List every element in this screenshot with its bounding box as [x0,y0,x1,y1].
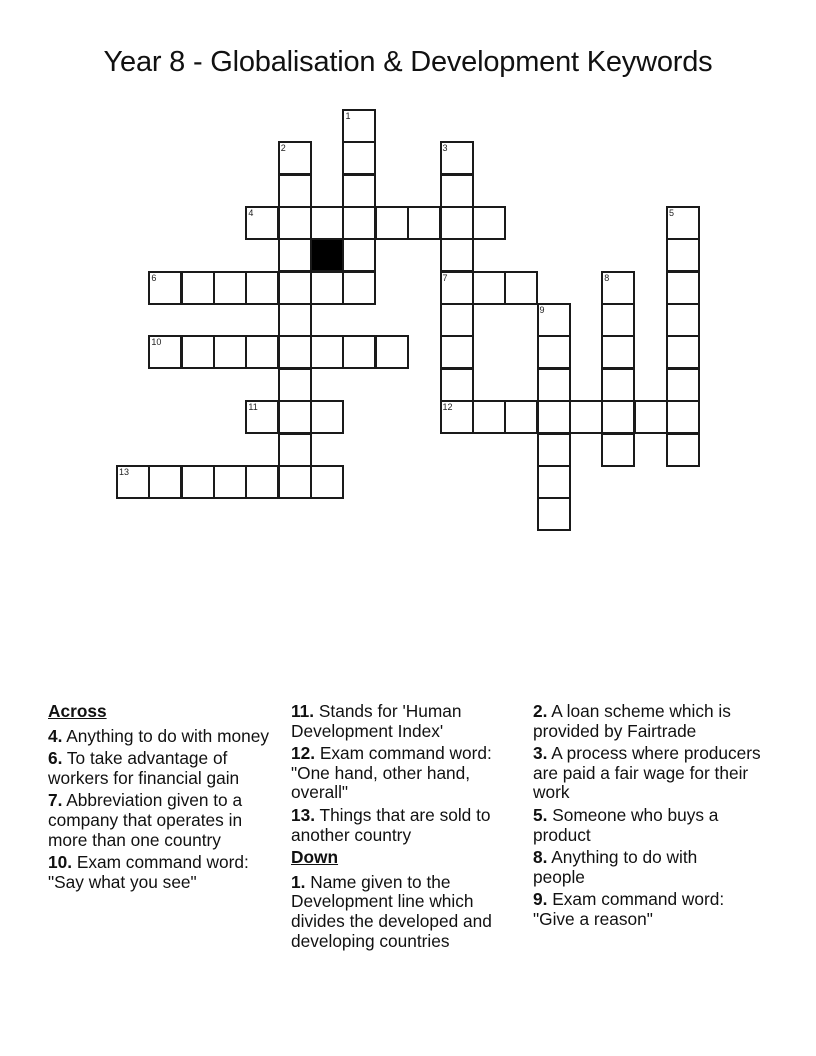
grid-cell[interactable] [375,335,409,369]
grid-cell[interactable] [537,497,571,531]
grid-cell-11[interactable] [245,400,279,434]
grid-cell[interactable] [440,206,474,240]
grid-cell[interactable] [537,433,571,467]
clue-number: 11 [248,402,258,413]
clue-number: 10 [151,337,162,348]
grid-cell[interactable] [148,465,182,499]
grid-cell[interactable] [407,206,441,240]
grid-cell-5[interactable] [666,206,700,240]
grid-cell[interactable] [472,206,506,240]
grid-cell-1[interactable] [342,109,376,143]
clue-down-5: 5. Someone who buys a product [533,804,719,845]
clue-across-11: 11. Stands for 'Human Development Index' [291,701,462,741]
grid-cell-2[interactable] [278,141,312,175]
grid-cell[interactable] [472,271,506,305]
clue-number: 8 [604,272,610,283]
grid-cell[interactable] [504,271,538,305]
grid-cell[interactable] [440,335,474,369]
grid-cell[interactable] [342,206,376,240]
grid-cell[interactable] [537,465,571,499]
clue-down-8: 8. Anything to do with people [533,847,698,887]
grid-cell-12[interactable] [440,400,474,434]
blocked-cell [310,238,344,272]
grid-cell[interactable] [213,271,247,305]
grid-cell-3[interactable] [440,141,474,175]
clue-across-6: 6. To take advantage of workers for financial gain [48,748,240,788]
grid-cell[interactable] [440,368,474,402]
grid-cell-6[interactable] [148,271,182,305]
grid-cell[interactable] [601,400,635,434]
clue-down-2: 2. A loan scheme which is provided by Fairtrade [533,701,731,741]
grid-cell-7[interactable] [440,271,474,305]
grid-cell[interactable] [245,335,279,369]
grid-cell[interactable] [213,335,247,369]
grid-cell[interactable] [601,368,635,402]
grid-cell[interactable] [310,465,344,499]
clue-number: 3 [442,143,448,154]
page-title: Year 8 - Globalisation & Development Keywords [103,46,713,78]
grid-cell[interactable] [601,303,635,337]
grid-cell[interactable] [666,238,700,272]
grid-cell[interactable] [213,465,247,499]
clue-number: 13 [119,466,130,477]
grid-cell[interactable] [472,400,506,434]
grid-cell[interactable] [278,174,312,208]
grid-cell-13[interactable] [116,465,150,499]
grid-cell-9[interactable] [537,303,571,337]
grid-cell[interactable] [310,335,344,369]
clue-across-13: 13. Things that are sold to another country [291,804,491,845]
clues-column-3 [533,702,769,933]
clue-number: 6 [151,272,157,283]
grid-cell[interactable] [666,335,700,369]
grid-cell[interactable] [278,238,312,272]
clue-number: 5 [668,208,674,219]
grid-cell[interactable] [310,271,344,305]
grid-cell[interactable] [278,271,312,305]
grid-cell-8[interactable] [601,271,635,305]
grid-cell[interactable] [245,271,279,305]
clue-across-10: 10. Exam command word: "Say what you see" [48,852,249,892]
grid-cell[interactable] [666,433,700,467]
grid-cell[interactable] [181,271,215,305]
clue-number: 7 [442,272,448,283]
grid-cell[interactable] [440,238,474,272]
grid-cell[interactable] [634,400,668,434]
clue-number: 4 [248,208,254,219]
grid-cell[interactable] [601,335,635,369]
grid-cell[interactable] [537,368,571,402]
grid-cell[interactable] [342,271,376,305]
grid-cell[interactable] [181,335,215,369]
grid-cell[interactable] [278,206,312,240]
clue-across-7: 7. Abbreviation given to a company that operates in more than one country [48,790,243,850]
clue-number: 1 [345,111,351,121]
grid-cell[interactable] [601,433,635,467]
grid-cell[interactable] [342,238,376,272]
clue-number: 9 [539,305,545,316]
grid-cell[interactable] [666,271,700,305]
clues-column-1 [48,702,284,895]
grid-cell[interactable] [310,206,344,240]
grid-cell[interactable] [181,465,215,499]
clue-number: 2 [280,143,286,154]
grid-cell[interactable] [375,206,409,240]
clue-down-9: 9. Exam command word: "Give a reason" [533,889,725,929]
grid-cell[interactable] [278,433,312,467]
across-heading: Across [48,701,107,721]
grid-cell[interactable] [440,174,474,208]
grid-cell[interactable] [342,174,376,208]
grid-cell[interactable] [537,400,571,434]
grid-cell[interactable] [342,335,376,369]
grid-cell[interactable] [310,400,344,434]
grid-cell[interactable] [278,400,312,434]
grid-cell[interactable] [342,141,376,175]
grid-cell-4[interactable] [245,206,279,240]
clues-column-2 [291,702,527,954]
grid-cell[interactable] [278,335,312,369]
grid-cell-10[interactable] [148,335,182,369]
grid-cell[interactable] [278,368,312,402]
down-heading: Down [291,847,339,868]
clue-down-1: 1. Name given to the Development line which divides the developed and developing countries [291,871,492,951]
clue-number: 12 [442,402,453,413]
grid-cell[interactable] [245,465,279,499]
grid-cell[interactable] [440,303,474,337]
grid-cell[interactable] [278,465,312,499]
grid-cell[interactable] [569,400,603,434]
grid-cell[interactable] [666,400,700,434]
clue-down-3: 3. A process where producers are paid a fair wage for their work [533,743,761,803]
grid-cell[interactable] [666,303,700,337]
grid-cell[interactable] [504,400,538,434]
grid-cell[interactable] [278,303,312,337]
clue-across-12: 12. Exam command word: "One hand, other hand, overall" [291,743,492,803]
clue-across-4: 4. Anything to do with money [48,725,269,746]
grid-cell[interactable] [666,368,700,402]
grid-cell[interactable] [537,335,571,369]
